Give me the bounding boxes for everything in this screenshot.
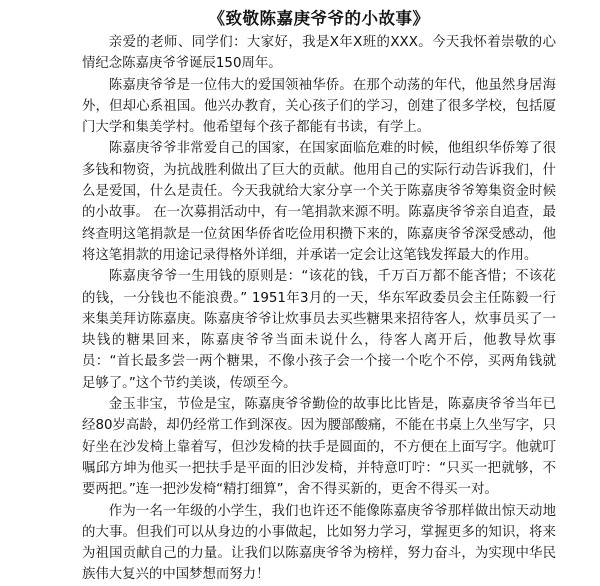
paragraph-introduction: 陈嘉庚爷爷是一位伟大的爱国领袖华侨。在那个动荡的年代，他虽然身居海外，但却心系祖国。他兴办教育，关心孩子们的学习，创建了很多学校，包括厦门大学和集美学村。他希望每个孩子都能有书读，有学上。 — [82, 77, 556, 136]
paragraph-frugality-principle: 陈嘉庚爷爷一生用钱的原则是：“该花的钱，千万百万都不能吝惜；不该花的钱，一分钱也不能浪费。” 1951年3月的一天，华东军政委员会主任陈毅一行来集美拜访陈嘉庚。陈嘉庚爷爷让炊事员去买些糖果来招待客人，炊事员买了一块钱的糖果回来，陈嘉庚爷爷当面未说什么，待客人离开后，他教导炊事员：“首长最多尝一两个糖果，不像小孩子会一个接一个吃个不停，买两角钱就足够了。”这个节约美谈，传颂至今。 — [82, 269, 556, 391]
document-title: 《致敬陈嘉庚爷爷的小故事》 — [208, 9, 430, 28]
paragraph-patriotism-story: 陈嘉庚爷爷非常爱自己的国家，在国家面临危难的时候，他组织华侨筹了很多钱和物资，为抗战胜利做出了巨大的贡献。他用自己的实际行动告诉我们，什么是爱国，什么是责任。今天我就给大家分享一个关于陈嘉庚爷爷筹集资金时候的小故事。 在一次募捐活动中，有一笔捐款来源不明。陈嘉庚爷爷亲自追查，最终查明这笔捐款是一位贫困华侨省吃俭用积攒下来的，陈嘉庚爷爷深受感动，他将这笔捐款的用途记录得格外详细，并承诺一定会让这笔钱发挥最大的作用。 — [82, 141, 556, 263]
paragraph-conclusion: 作为一名一年级的小学生，我们也许还不能像陈嘉庚爷爷那样做出惊天动地的大事。但我们可以从身边的小事做起，比如努力学习，掌握更多的知识，将来为祖国贡献自己的力量。让我们以陈嘉庚爷爷为榜样，努力奋斗，为实现中华民族伟大复兴的中国梦想而努力！ — [82, 503, 556, 583]
paragraph-thrift-story: 金玉非宝，节俭是宝，陈嘉庚爷爷勤俭的故事比比皆是，陈嘉庚爷爷当年已经80岁高龄，却仍经常工作到深夜。因为腰部酸痛，不能在书桌上久坐写字，只好坐在沙发椅上靠着写，但沙发椅的扶手是圆面的，不方便在上面写字。他就叮嘱邱方坤为他买一把扶手是平面的旧沙发椅，并特意叮咛：“只买一把就够，不要两把。”连一把沙发椅“精打细算”，舍不得买新的，更舍不得买一对。 — [82, 397, 556, 498]
paragraph-greeting: 亲爱的老师、同学们：大家好，我是X年X班的XXX。今天我怀着崇敬的心情纪念陈嘉庚爷爷诞辰150周年。 — [82, 35, 556, 72]
